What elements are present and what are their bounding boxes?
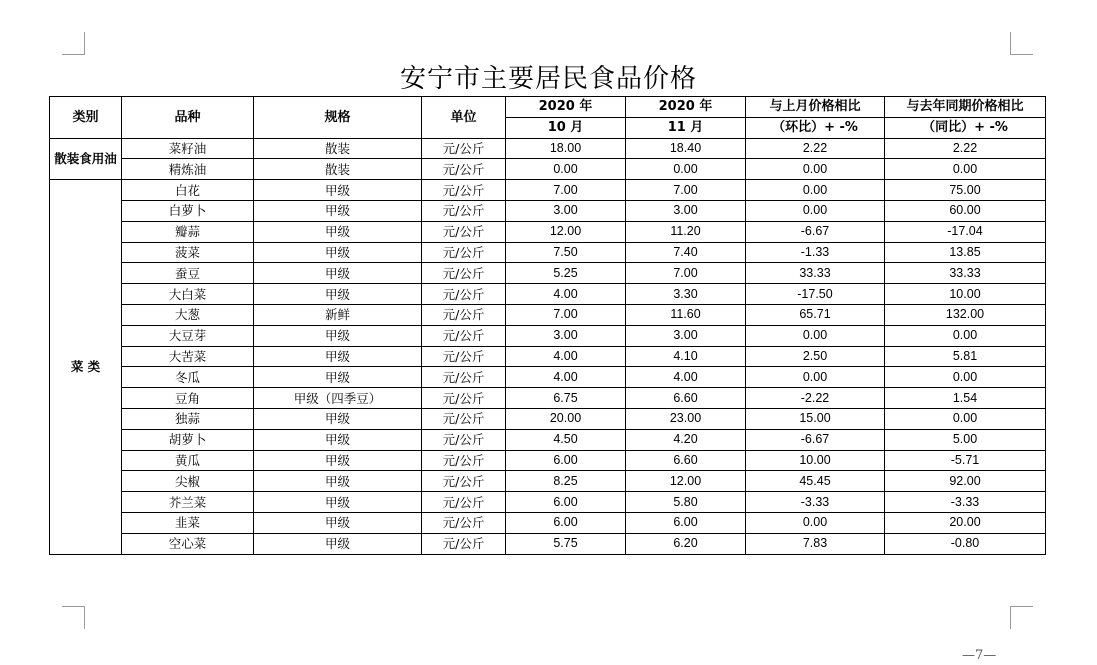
crop-mark-top-right bbox=[1010, 32, 1033, 55]
cell-nov-price: 5.80 bbox=[626, 492, 746, 513]
cell-nov-price: 23.00 bbox=[626, 408, 746, 429]
table-row bbox=[50, 242, 1046, 263]
cell-nov-price: 11.60 bbox=[626, 304, 746, 325]
cell-variety: 大葱 bbox=[122, 304, 254, 325]
cell-variety: 白萝卜 bbox=[122, 200, 254, 221]
cell-spec: 甲级 bbox=[254, 512, 422, 533]
cell-oct-price: 4.00 bbox=[506, 346, 626, 367]
crop-mark-top-left bbox=[62, 32, 85, 55]
cell-mom-change: 0.00 bbox=[746, 180, 885, 201]
cell-unit: 元/公斤 bbox=[422, 367, 506, 388]
table-row bbox=[50, 471, 1046, 492]
table-row bbox=[50, 346, 1046, 367]
header-unit: 单位 bbox=[422, 97, 506, 139]
cell-variety: 蚕豆 bbox=[122, 263, 254, 284]
table-row bbox=[50, 263, 1046, 284]
cell-oct-price: 3.00 bbox=[506, 200, 626, 221]
cell-unit: 元/公斤 bbox=[422, 512, 506, 533]
cell-nov-price: 0.00 bbox=[626, 159, 746, 180]
cell-spec: 甲级（四季豆） bbox=[254, 388, 422, 409]
cell-yoy-change: 0.00 bbox=[885, 159, 1046, 180]
cell-variety: 空心菜 bbox=[122, 533, 254, 554]
cell-oct-price: 5.75 bbox=[506, 533, 626, 554]
page-title: 安宁市主要居民食品价格 bbox=[399, 64, 697, 94]
cell-unit: 元/公斤 bbox=[422, 242, 506, 263]
cell-variety: 精炼油 bbox=[122, 159, 254, 180]
cell-spec: 甲级 bbox=[254, 450, 422, 471]
cell-spec: 甲级 bbox=[254, 325, 422, 346]
cell-yoy-change: 13.85 bbox=[885, 242, 1046, 263]
header-oct-month: 10 月 bbox=[506, 117, 626, 138]
table-row bbox=[50, 388, 1046, 409]
cell-spec: 甲级 bbox=[254, 492, 422, 513]
cell-variety: 韭菜 bbox=[122, 512, 254, 533]
cell-yoy-change: 5.00 bbox=[885, 429, 1046, 450]
header-spec: 规格 bbox=[254, 97, 422, 139]
table-row bbox=[50, 221, 1046, 242]
cell-nov-price: 3.30 bbox=[626, 284, 746, 305]
cell-nov-price: 7.00 bbox=[626, 263, 746, 284]
header-variety: 品种 bbox=[122, 97, 254, 139]
cell-spec: 甲级 bbox=[254, 471, 422, 492]
cell-spec: 散装 bbox=[254, 159, 422, 180]
cell-mom-change: -2.22 bbox=[746, 388, 885, 409]
cell-yoy-change: 0.00 bbox=[885, 367, 1046, 388]
cell-oct-price: 6.00 bbox=[506, 450, 626, 471]
cell-unit: 元/公斤 bbox=[422, 200, 506, 221]
table-row bbox=[50, 325, 1046, 346]
cell-nov-price: 6.60 bbox=[626, 388, 746, 409]
cell-spec: 甲级 bbox=[254, 200, 422, 221]
cell-oct-price: 8.25 bbox=[506, 471, 626, 492]
cell-unit: 元/公斤 bbox=[422, 304, 506, 325]
cell-spec: 甲级 bbox=[254, 263, 422, 284]
cell-mom-change: -17.50 bbox=[746, 284, 885, 305]
table-row bbox=[50, 533, 1046, 554]
cell-unit: 元/公斤 bbox=[422, 138, 506, 159]
cell-spec: 甲级 bbox=[254, 242, 422, 263]
cell-spec: 甲级 bbox=[254, 346, 422, 367]
cell-variety: 大白菜 bbox=[122, 284, 254, 305]
cell-nov-price: 6.20 bbox=[626, 533, 746, 554]
table-row bbox=[50, 200, 1046, 221]
cell-spec: 甲级 bbox=[254, 221, 422, 242]
table-row bbox=[50, 408, 1046, 429]
cell-variety: 芥兰菜 bbox=[122, 492, 254, 513]
crop-mark-bottom-right bbox=[1010, 606, 1033, 629]
cell-mom-change: 65.71 bbox=[746, 304, 885, 325]
cell-mom-change: 0.00 bbox=[746, 512, 885, 533]
table-row bbox=[50, 429, 1046, 450]
header-mom-line1: 与上月价格相比 bbox=[746, 97, 885, 118]
cell-unit: 元/公斤 bbox=[422, 159, 506, 180]
cell-oct-price: 6.00 bbox=[506, 492, 626, 513]
cell-yoy-change: -3.33 bbox=[885, 492, 1046, 513]
price-table bbox=[49, 96, 1046, 555]
cell-variety: 菜籽油 bbox=[122, 138, 254, 159]
cell-oct-price: 3.00 bbox=[506, 325, 626, 346]
cell-yoy-change: -5.71 bbox=[885, 450, 1046, 471]
cell-unit: 元/公斤 bbox=[422, 533, 506, 554]
cell-unit: 元/公斤 bbox=[422, 388, 506, 409]
cell-unit: 元/公斤 bbox=[422, 450, 506, 471]
header-category: 类别 bbox=[50, 97, 122, 139]
cell-variety: 尖椒 bbox=[122, 471, 254, 492]
cell-variety: 菠菜 bbox=[122, 242, 254, 263]
cell-variety: 白花 bbox=[122, 180, 254, 201]
cell-unit: 元/公斤 bbox=[422, 263, 506, 284]
cell-mom-change: 10.00 bbox=[746, 450, 885, 471]
cell-yoy-change: 132.00 bbox=[885, 304, 1046, 325]
cell-mom-change: 2.50 bbox=[746, 346, 885, 367]
cell-yoy-change: 10.00 bbox=[885, 284, 1046, 305]
cell-variety: 黄瓜 bbox=[122, 450, 254, 471]
cell-yoy-change: 92.00 bbox=[885, 471, 1046, 492]
table-row bbox=[50, 138, 1046, 159]
header-nov-month: 11 月 bbox=[626, 117, 746, 138]
cell-spec: 甲级 bbox=[254, 367, 422, 388]
cell-mom-change: -1.33 bbox=[746, 242, 885, 263]
table-header bbox=[50, 97, 1046, 139]
cell-unit: 元/公斤 bbox=[422, 492, 506, 513]
cell-category: 菜 类 bbox=[50, 180, 122, 554]
page-number: —7— bbox=[962, 648, 997, 663]
cell-unit: 元/公斤 bbox=[422, 408, 506, 429]
cell-yoy-change: 60.00 bbox=[885, 200, 1046, 221]
cell-oct-price: 12.00 bbox=[506, 221, 626, 242]
cell-nov-price: 18.40 bbox=[626, 138, 746, 159]
table-row bbox=[50, 180, 1046, 201]
table-body bbox=[50, 138, 1046, 554]
cell-variety: 大豆芽 bbox=[122, 325, 254, 346]
cell-nov-price: 12.00 bbox=[626, 471, 746, 492]
cell-nov-price: 3.00 bbox=[626, 325, 746, 346]
cell-yoy-change: 20.00 bbox=[885, 512, 1046, 533]
header-nov-year: 2020 年 bbox=[626, 97, 746, 118]
cell-variety: 豆角 bbox=[122, 388, 254, 409]
cell-unit: 元/公斤 bbox=[422, 429, 506, 450]
cell-variety: 独蒜 bbox=[122, 408, 254, 429]
cell-spec: 散装 bbox=[254, 138, 422, 159]
cell-spec: 甲级 bbox=[254, 429, 422, 450]
cell-nov-price: 7.40 bbox=[626, 242, 746, 263]
cell-oct-price: 7.00 bbox=[506, 304, 626, 325]
cell-oct-price: 4.50 bbox=[506, 429, 626, 450]
cell-yoy-change: 5.81 bbox=[885, 346, 1046, 367]
cell-oct-price: 6.75 bbox=[506, 388, 626, 409]
cell-category: 散装食用油 bbox=[50, 138, 122, 180]
header-yoy-line2: （同比）+ -% bbox=[885, 117, 1046, 138]
cell-mom-change: 0.00 bbox=[746, 325, 885, 346]
cell-mom-change: -3.33 bbox=[746, 492, 885, 513]
cell-yoy-change: -0.80 bbox=[885, 533, 1046, 554]
cell-unit: 元/公斤 bbox=[422, 180, 506, 201]
cell-nov-price: 6.60 bbox=[626, 450, 746, 471]
cell-oct-price: 7.50 bbox=[506, 242, 626, 263]
cell-yoy-change: 0.00 bbox=[885, 325, 1046, 346]
header-mom-line2: （环比）+ -% bbox=[746, 117, 885, 138]
cell-yoy-change: 75.00 bbox=[885, 180, 1046, 201]
table-row bbox=[50, 284, 1046, 305]
cell-unit: 元/公斤 bbox=[422, 346, 506, 367]
cell-oct-price: 0.00 bbox=[506, 159, 626, 180]
cell-yoy-change: 0.00 bbox=[885, 408, 1046, 429]
cell-unit: 元/公斤 bbox=[422, 284, 506, 305]
crop-mark-bottom-left bbox=[62, 606, 85, 629]
cell-nov-price: 7.00 bbox=[626, 180, 746, 201]
cell-variety: 大苦菜 bbox=[122, 346, 254, 367]
cell-spec: 新鲜 bbox=[254, 304, 422, 325]
cell-oct-price: 4.00 bbox=[506, 367, 626, 388]
cell-mom-change: 0.00 bbox=[746, 200, 885, 221]
table-row bbox=[50, 492, 1046, 513]
cell-nov-price: 4.10 bbox=[626, 346, 746, 367]
cell-nov-price: 4.00 bbox=[626, 367, 746, 388]
cell-oct-price: 4.00 bbox=[506, 284, 626, 305]
cell-spec: 甲级 bbox=[254, 284, 422, 305]
cell-nov-price: 6.00 bbox=[626, 512, 746, 533]
cell-spec: 甲级 bbox=[254, 408, 422, 429]
cell-yoy-change: -17.04 bbox=[885, 221, 1046, 242]
cell-mom-change: -6.67 bbox=[746, 429, 885, 450]
cell-yoy-change: 1.54 bbox=[885, 388, 1046, 409]
cell-yoy-change: 33.33 bbox=[885, 263, 1046, 284]
header-oct-year: 2020 年 bbox=[506, 97, 626, 118]
cell-variety: 胡萝卜 bbox=[122, 429, 254, 450]
cell-oct-price: 20.00 bbox=[506, 408, 626, 429]
table-row bbox=[50, 512, 1046, 533]
cell-mom-change: -6.67 bbox=[746, 221, 885, 242]
cell-mom-change: 2.22 bbox=[746, 138, 885, 159]
table-row bbox=[50, 304, 1046, 325]
cell-unit: 元/公斤 bbox=[422, 221, 506, 242]
cell-oct-price: 6.00 bbox=[506, 512, 626, 533]
cell-unit: 元/公斤 bbox=[422, 325, 506, 346]
cell-mom-change: 33.33 bbox=[746, 263, 885, 284]
cell-spec: 甲级 bbox=[254, 533, 422, 554]
cell-nov-price: 11.20 bbox=[626, 221, 746, 242]
cell-variety: 瓣蒜 bbox=[122, 221, 254, 242]
cell-oct-price: 7.00 bbox=[506, 180, 626, 201]
cell-nov-price: 3.00 bbox=[626, 200, 746, 221]
cell-mom-change: 7.83 bbox=[746, 533, 885, 554]
cell-mom-change: 45.45 bbox=[746, 471, 885, 492]
table-row bbox=[50, 450, 1046, 471]
header-yoy-line1: 与去年同期价格相比 bbox=[885, 97, 1046, 118]
cell-mom-change: 0.00 bbox=[746, 159, 885, 180]
cell-oct-price: 18.00 bbox=[506, 138, 626, 159]
cell-mom-change: 0.00 bbox=[746, 367, 885, 388]
cell-yoy-change: 2.22 bbox=[885, 138, 1046, 159]
cell-nov-price: 4.20 bbox=[626, 429, 746, 450]
cell-variety: 冬瓜 bbox=[122, 367, 254, 388]
cell-unit: 元/公斤 bbox=[422, 471, 506, 492]
cell-oct-price: 5.25 bbox=[506, 263, 626, 284]
cell-spec: 甲级 bbox=[254, 180, 422, 201]
cell-mom-change: 15.00 bbox=[746, 408, 885, 429]
table-row bbox=[50, 159, 1046, 180]
table-row bbox=[50, 367, 1046, 388]
